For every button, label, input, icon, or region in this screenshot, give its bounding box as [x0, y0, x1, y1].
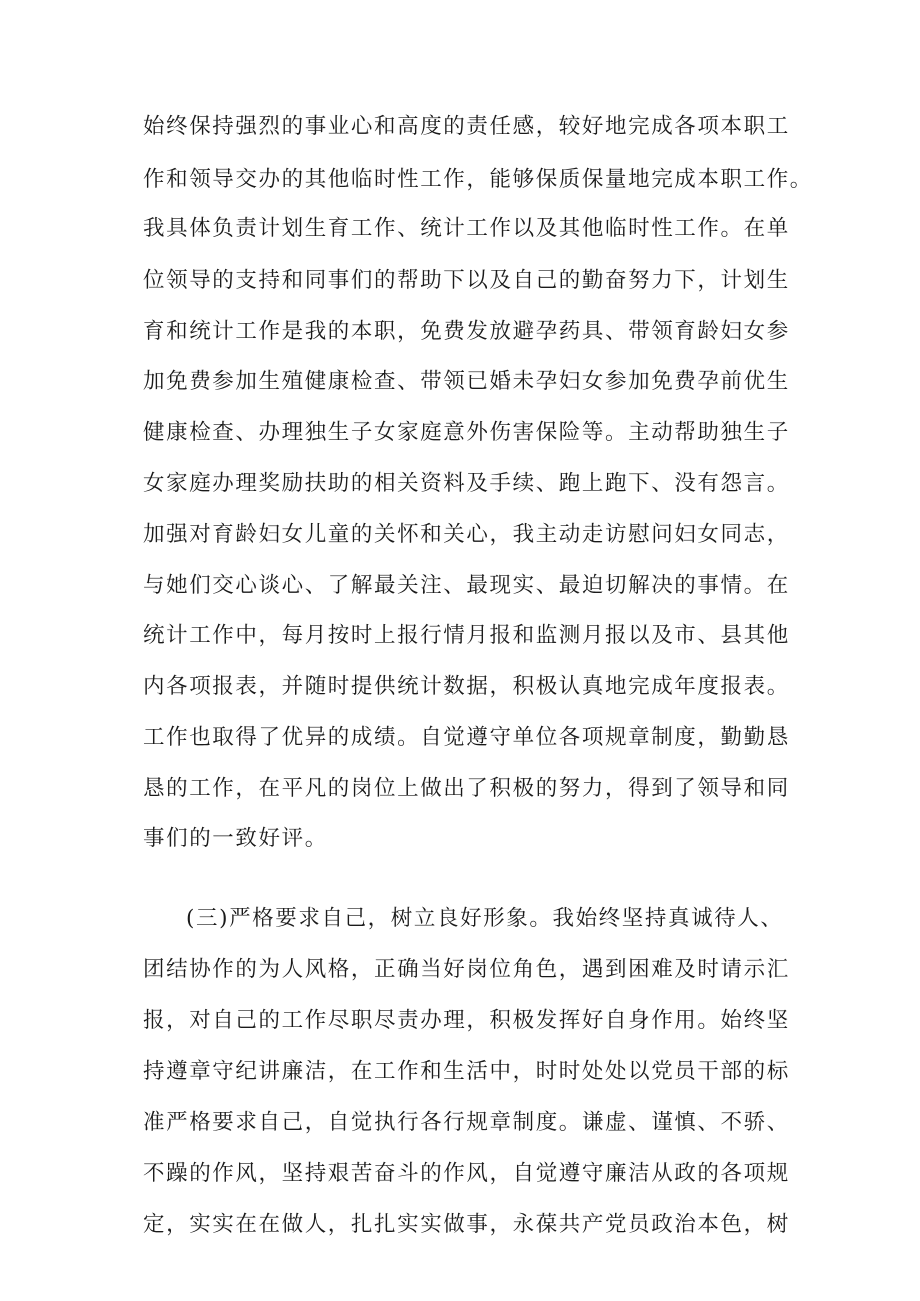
text-line: 我具体负责计划生育工作、统计工作以及其他临时性工作。在单	[143, 216, 790, 241]
text-line: 内各项报表，并随时提供统计数据，积极认真地完成年度报表。	[143, 674, 790, 699]
text-line: 恳的工作，在平凡的岗位上做出了积极的努力，得到了领导和同	[143, 776, 790, 801]
text-line: 持遵章守纪讲廉洁，在工作和生活中，时时处处以党员干部的标	[143, 1059, 790, 1084]
text-line: 作和领导交办的其他临时性工作，能够保质保量地完成本职工作。	[143, 167, 813, 192]
text-line: 事们的一致好评。	[143, 826, 328, 851]
text-line: 统计工作中，每月按时上报行情月报和监测月报以及市、县其他	[143, 623, 790, 648]
text-line: 不躁的作风，坚持艰苦奋斗的作风，自觉遵守廉洁从政的各项规	[143, 1161, 790, 1186]
text-line: 位领导的支持和同事们的帮助下以及自己的勤奋努力下，计划生	[143, 268, 790, 293]
text-line: 准严格要求自己，自觉执行各行规章制度。谦虚、谨慎、不骄、	[143, 1110, 790, 1135]
text-line: (三)严格要求自己，树立良好形象。我始终坚持真诚待人、	[186, 906, 784, 931]
text-line: 加免费参加生殖健康检查、带领已婚未孕妇女参加免费孕前优生	[143, 369, 790, 394]
text-line: 定，实实在在做人，扎扎实实做事，永葆共产党员政治本色，树	[143, 1212, 790, 1237]
text-line: 与她们交心谈心、了解最关注、最现实、最迫切解决的事情。在	[143, 573, 790, 598]
text-line: 报，对自己的工作尽职尽责办理，积极发挥好自身作用。始终坚	[143, 1008, 790, 1033]
text-line: 女家庭办理奖励扶助的相关资料及手续、跑上跑下、没有怨言。	[143, 471, 790, 496]
text-line: 健康检查、办理独生子女家庭意外伤害保险等。主动帮助独生子	[143, 420, 790, 445]
text-line: 加强对育龄妇女儿童的关怀和关心，我主动走访慰问妇女同志，	[143, 522, 790, 547]
text-line: 始终保持强烈的事业心和高度的责任感，较好地完成各项本职工	[143, 114, 790, 139]
text-line: 工作也取得了优异的成绩。自觉遵守单位各项规章制度，勤勤恳	[143, 725, 790, 750]
text-line: 团结协作的为人风格，正确当好岗位角色，遇到困难及时请示汇	[143, 957, 790, 982]
text-line: 育和统计工作是我的本职，免费发放避孕药具、带领育龄妇女参	[143, 319, 790, 344]
